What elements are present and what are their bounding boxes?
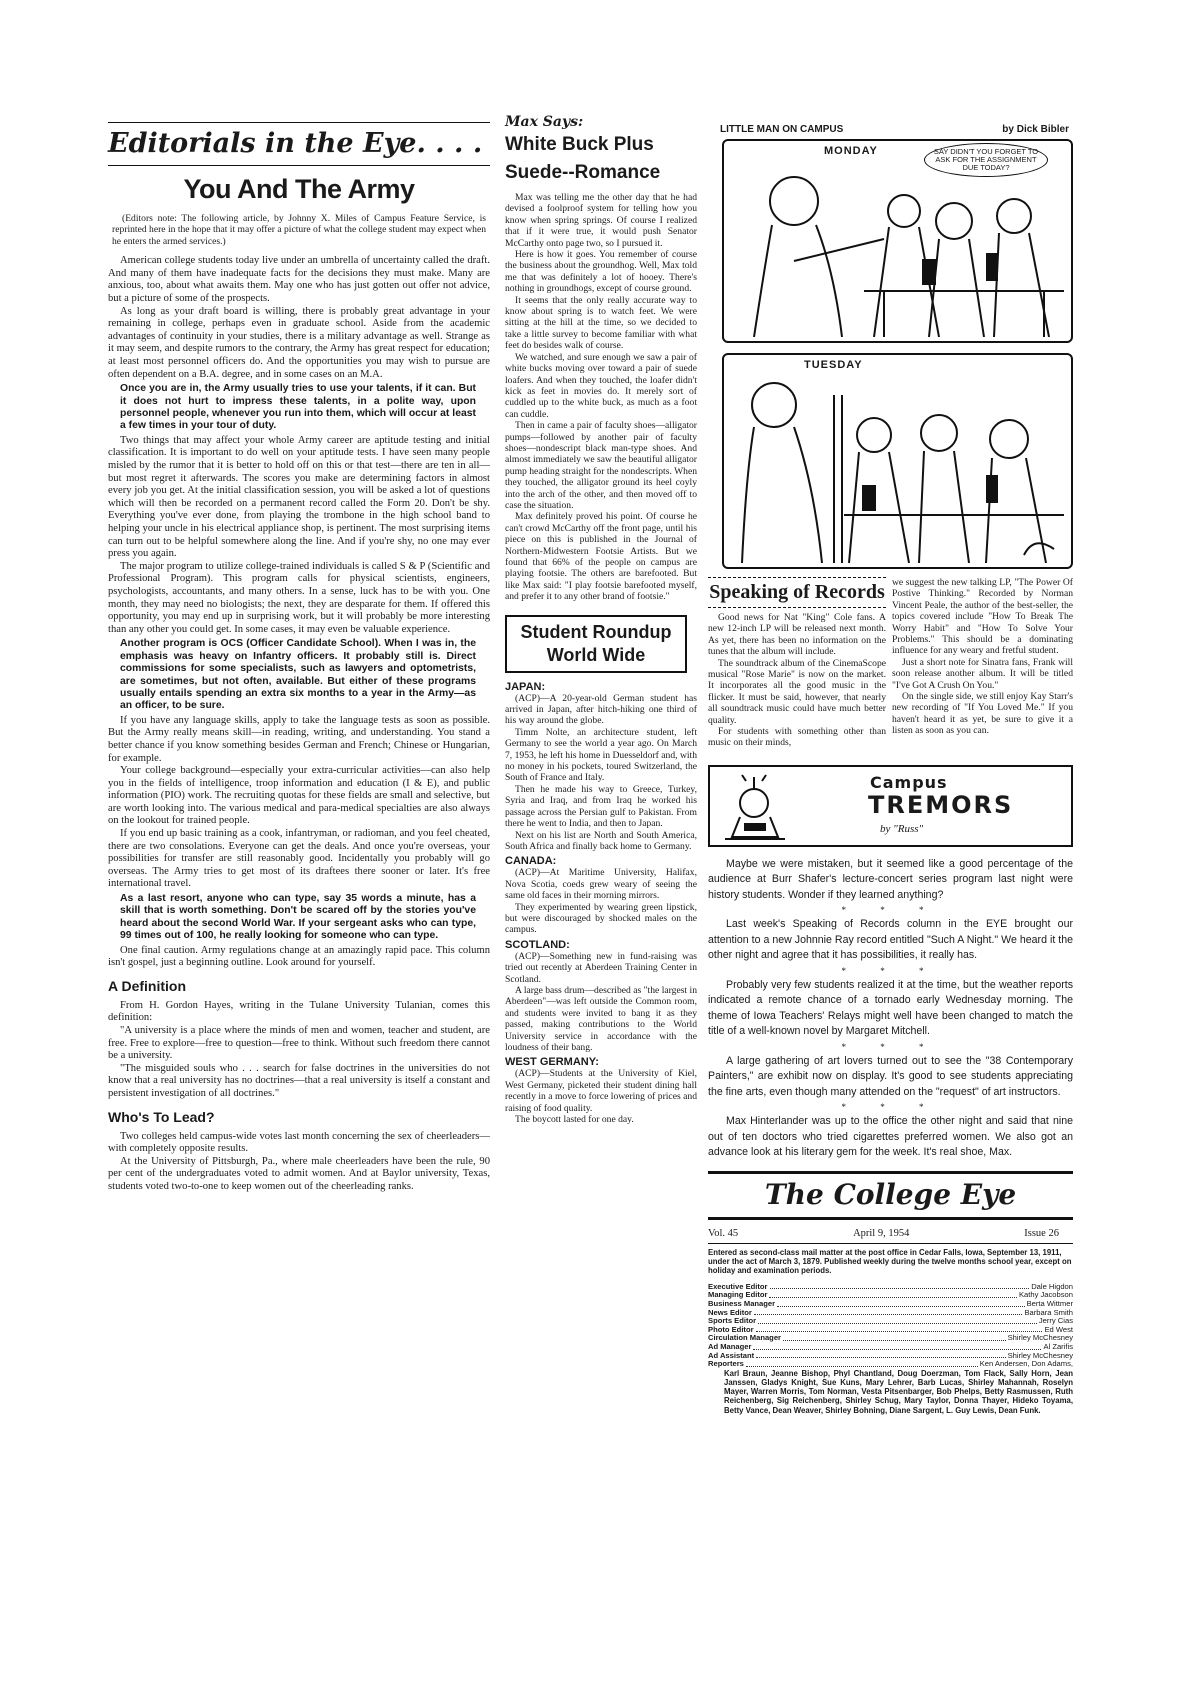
max-says-column — [505, 114, 697, 1126]
tremors-title: TREMORS — [868, 790, 1014, 819]
masthead: The College Eye — [764, 1177, 1017, 1211]
staff-row — [708, 1300, 1073, 1309]
tremors-body — [708, 857, 1073, 1161]
definition-paragraph: From H. Gordon Hayes, writing in the Tulane University Tulanian, comes this definition: — [108, 999, 490, 1024]
staff-row — [708, 1360, 1073, 1369]
headline-army: You And The Army — [183, 174, 415, 204]
dateline-canada: CANADA: — [505, 855, 557, 868]
issue-line — [708, 1228, 1059, 1239]
panel-label: TUESDAY — [804, 359, 863, 371]
tremors-paragraph: Last week's Speaking of Records column in the EYE brought our attention to a new Johnnie Ray record entitled "Such A Night." We heard it the other night and agree that it has possibilities, it really has. — [708, 918, 1073, 962]
dateline-west-germany: WEST GERMANY: — [505, 1056, 599, 1069]
tremors-top: Campus — [870, 772, 948, 792]
tremors-paragraph: Max Hinterlander was up to the office the other night and said that nine out of ten doctors who tried cigarettes preferred women. We also got an advance look at his literary gem for the week. It's real shoe, Max. — [708, 1115, 1073, 1159]
article-paragraph: Your college background—especially your extra-curricular activities—can also help you in the fields of intelligence, troop information and education (I & E), and public information (PIO) work. The recruiting quotas for these fields are small and selective, but are worth looking into. The various medical and para-medical specialties are also always on the lookout for trained people. — [108, 765, 490, 827]
article-bold-paragraph: As a last resort, anyone who can type, say 35 words a minute, has a skill that is worth something. Don't be scared off by the stories you've heard about the second World War. If your sergeant asks who can type, 99 times out of 100, he really looking for someone who can type. — [120, 893, 476, 942]
dateline-scotland: SCOTLAND: — [505, 938, 570, 951]
panel-label: MONDAY — [824, 145, 878, 157]
separator-stars: * * * — [841, 905, 940, 916]
cartoon-title: LITTLE MAN ON CAMPUS — [720, 124, 844, 135]
dispatch-paragraph: They experimented by wearing green lipstick, but were discouraged by shocked males on the campus. — [505, 901, 697, 936]
dispatch-paragraph: Next on his list are North and South America, South Africa and finally back home to Germany. — [505, 829, 697, 852]
max-paragraph: Here is how it goes. You remember of course the business about the groundhog. Well, Max told me that was definitely a lot of hooey. There's nothing in groundhogs, except of course ground. — [505, 249, 697, 295]
issue-date: April 9, 1954 — [853, 1227, 910, 1239]
records-left-col — [708, 577, 886, 749]
tremors-paragraph: Probably very few students realized it at the time, but the weather reports indicated a remote chance of a tornado early Wednesday morning. The theme of Iowa Teachers' Relays might well have been changed to match the title of a well-known novel by Margaret Mitchell. — [708, 978, 1073, 1038]
staff-name: Shirley McChesney — [1007, 1350, 1073, 1360]
article-bold-paragraph: Another program is OCS (Officer Candidate School). When I was in, the emphasis was heavy on Infantry officers. It probably still is. Direct commissions for some specialists, such as lawyers and optometrists, are sometimes, but not often, available. But either of these programs usually entails spending an extra six months to a year in the Army—as an officer, to be sure. — [120, 638, 476, 712]
definition-paragraph: "A university is a place where the minds of men and women, teacher and student, are free. Free to explore—free to question—free to think. Without such freedom there cannot be a university. — [108, 1025, 490, 1062]
article-paragraph: If you end up basic training as a cook, infantryman, or radioman, and you feel cheated, there are two consolations. Everyone can get the deals. And once you're overseas, your possibilities for transfer are still reasonably good. Incidentally you probably will go overseas. The Army tries to get most of its draftees there sooner or later. It's free international travel. — [108, 828, 490, 890]
headline-white-buck: White Buck Plus — [505, 134, 654, 155]
definition-paragraph: "The misguided souls who . . . search for false doctrines in the universities do not know that a real university has no doctrines—that a real university is itself a constant and persistent investigation of all doctrines." — [108, 1062, 490, 1099]
article-paragraph: Two things that may affect your whole Army career are aptitude testing and initial classification. It is important to do well on your aptitude tests. I have seen many people misled by the rumor that it is better to hold off on this or that test—there are ten in all—but most regret it afterwards. The scores you make are determining factors in almost every job you get. At the initial classification session, you will be asked a lot of questions which will then be recorded on a permanent record called the Form 20. Don't be shy. Everything you've ever done, from playing the trombone in the high school band to helping your uncle in his electrical appliance shop, is pertinent. The most surprising items can turn out to be helpful somewhere along the line. And if you're shy, no one may ever press you again. — [108, 434, 490, 560]
dispatch-paragraph: Timm Nolte, an architecture student, left Germany to see the world a year ago. On March 7, 1953, he left his home in Duesseldorf and, with no money in his pockets, toured Switzerland, the South of France and Italy. — [505, 726, 697, 784]
max-paragraph: Then in came a pair of faculty shoes—alligator pumps—followed by another pair of faculty shoes—nondescript black man-type shoes. And almost immediately we saw the beautiful alligator pump heading straight for the nondescripts. When they touched, the alligator ground its heel coyly into the arch of the other, and then moved off to case the situation. — [505, 420, 697, 511]
staff-role: Photo Editor — [708, 1324, 754, 1334]
dispatch-paragraph: (ACP)—Students at the University of Kiel, West Germany, picketed their student dining hall recently in a move to force lowering of prices and raising of food quality. — [505, 1068, 697, 1114]
article-closing: One final caution. Army regulations change at an amazingly rapid pace. This column isn't gospel, just a beginning outline. Look around for yourself. — [108, 944, 490, 969]
speech-bubble: SAY DIDN'T YOU FORGET TO ASK FOR THE ASSIGNMENT DUE TODAY? — [924, 143, 1048, 177]
lead-heading: Who's To Lead? — [108, 1108, 215, 1125]
tremors-paragraph: Maybe we were mistaken, but it seemed like a good percentage of the audience at Burr Shafer's lecture-concert series program last night were history students. Wonder if they learned anything? — [708, 857, 1073, 901]
right-column — [708, 122, 1073, 1415]
staff-role: News Editor — [708, 1307, 752, 1317]
dispatch-paragraph: (ACP)—At Maritime University, Halifax, Nova Scotia, coeds grew weary of seeing the same old faces in their morning mirrors. — [505, 867, 697, 902]
separator-stars: * * * — [841, 965, 940, 976]
article-paragraph: As long as your draft board is willing, there is probably great advantage in your remaining in college, perhaps even in graduate school. Aside from the academic advantages of continuity in your studies, there is a military advantage as well. Strange as it may seem, and despite rumors to the contrary, the Army has great respect for education; at least most personnel officers do. And the opportunities you may wish to pursue are often dependent on a B.A. degree, and in some cases on an M.A. — [108, 305, 490, 380]
dateline-japan: JAPAN: — [505, 680, 546, 693]
staff-name: Ken Andersen, Don Adams, — [979, 1359, 1073, 1369]
staff-role: Managing Editor — [708, 1290, 768, 1300]
dispatch-paragraph: A large bass drum—described as "the largest in Aberdeen"—was left outside the Common room, and students were invited to bang it as they passed, making contributions to the World University service in accordance with the loudness of their bang. — [505, 984, 697, 1053]
article-paragraph: The major program to utilize college-trained individuals is called S & P (Scientific and Professional Program). This program calls for physical scientists, engineers, psychologists, accountants, and many others. In a sense, luck has to be with you. One month, they may need no biologists; the next, they are desparate for them. If offered this opportunity, you may end up in surprising work, but it will probably be more interesting than any other you could get. In some cases, it may even be valuable experience. — [108, 560, 490, 635]
staff-role: Reporters — [708, 1359, 744, 1369]
records-paragraph: we suggest the new talking LP, "The Power Of Postive Thinking." Recorded by Norman Vincent Peale, the author of the best-seller, the topics covered include "How To Break The Worry Habit" and "How To Solve Your Problems." This should be a dominating influence for any weary and fretful student. — [892, 577, 1073, 657]
tremors-icon — [720, 767, 790, 843]
staff-name: Shirley McChesney — [1007, 1333, 1073, 1343]
cartoon-drawing-tuesday — [724, 355, 1069, 563]
roundup-title: Student Roundup World Wide — [520, 621, 672, 665]
issue-number: Issue 26 — [1024, 1227, 1059, 1239]
tremors-banner — [708, 765, 1073, 847]
max-paragraph: Max definitely proved his point. Of course he can't crowd McCarthy off the front page, until his piece on this is published in the Journal of Northern-Midwestern Footsie Artists. But we found that 66% of the people on campus are playing footsie. The others are barefooted. But like Max said: "I play footsie barefooted myself, and prefer it to any other brand of footsie." — [505, 511, 697, 603]
cartoon-header — [720, 124, 1069, 135]
staff-row — [708, 1317, 1073, 1326]
roundup-box — [505, 615, 687, 673]
banner-rule — [108, 165, 490, 166]
section-banner: Editorials in the Eye. . . . — [108, 128, 483, 159]
staff-role: Ad Assistant — [708, 1350, 755, 1360]
staff-role: Ad Manager — [708, 1342, 752, 1352]
records-heading: Speaking of Records — [709, 581, 885, 603]
staff-name: Kathy Jacobson — [1018, 1290, 1073, 1300]
records-paragraph: Just a short note for Sinatra fans, Frank will soon release another album. It will be titled "I've Got A Crush On You." — [892, 656, 1073, 691]
staff-role: Sports Editor — [708, 1316, 757, 1326]
lead-paragraph: At the University of Pittsburgh, Pa., where male cheerleaders have been the rule, 90 per cent of the undergraduates voted to admit women. And at Baylor university, Texas, students voted two-to-one to keep women out of the cheerleading ranks. — [108, 1155, 490, 1192]
headline-suede: Suede--Romance — [505, 162, 661, 183]
staff-role: Business Manager — [708, 1299, 776, 1309]
max-paragraph: It seems that the only really accurate way to know about spring is to watch feet. We were sitting at the hill at the time, so we decided to take a little survey to become familiar with what feet do besides walk of course. — [505, 294, 697, 352]
records-heading-box — [708, 577, 886, 608]
max-paragraph: We watched, and sure enough we saw a pair of white bucks moving over toward a pair of suede loafers. And when they touched, the loafer didn't kick as feet in movies do. It merely sort of cuddled up to the white buck, as much as a foot can cuddle. — [505, 351, 697, 420]
kicker: Max Says: — [505, 114, 584, 130]
separator-stars: * * * — [841, 1102, 940, 1113]
mail-note: Entered as second-class mail matter at the post office in Cedar Falls, Iowa, September 13, 1911, under the act of March 3, 1879. Published weekly during the twelve months school year, except on holiday and examination periods. — [708, 1247, 1072, 1275]
cartoon-drawing-monday — [724, 141, 1069, 337]
article-paragraph: If you have any language skills, apply to take the language tests as soon as possible. But the Army really means skill—in reading, writing, and understanding. You stand a better chance if you know something besides German and French; Chinese or Hungarian, for example. — [108, 714, 490, 764]
staff-row — [708, 1309, 1073, 1318]
records-section — [708, 577, 1073, 749]
records-paragraph: Good news for Nat "King" Cole fans. A new 12-inch LP will be released next month. As yet, there has been no information on the tunes that the album will include. — [708, 612, 886, 658]
article-bold-paragraph: Once you are in, the Army usually tries to use your talents, if it can. But it does not hurt to impress these talents, in a polite way, upon personnel people, whenever you run into them, which will occur at least a few times in your tour of duty. — [120, 383, 476, 432]
definition-heading: A Definition — [108, 977, 187, 994]
volume: Vol. 45 — [708, 1227, 739, 1239]
issue-rule — [708, 1243, 1073, 1244]
editor-note: (Editors note: The following article, by Johnny X. Miles of Campus Feature Service, is reprinted here in the hope that it may offer a picture of what the college student may expect when he enters the armed services.) — [112, 213, 486, 247]
staff-name: Barbara Smith — [1024, 1307, 1073, 1317]
staff-name: Dale Higdon — [1031, 1281, 1073, 1291]
tremors-byline: by "Russ" — [880, 822, 924, 835]
tremors-paragraph: A large gathering of art lovers turned out to see the "38 Contemporary Painters," are exhibit now on display. It's good to see students appreciating the fine arts, even though many attended on the "request" of art instructors. — [708, 1054, 1073, 1098]
masthead-rule-top — [708, 1171, 1073, 1174]
staff-role: Executive Editor — [708, 1281, 768, 1291]
editorial-column — [108, 122, 490, 1194]
cartoon-panel-monday — [722, 139, 1073, 343]
records-right-col — [892, 577, 1073, 749]
separator-stars: * * * — [841, 1041, 940, 1052]
staff-name: Jerry Cias — [1038, 1316, 1073, 1326]
dispatch-paragraph: (ACP)—Something new in fund-raising was tried out recently at Aberdeen Training Center in Scotland. — [505, 950, 697, 985]
records-paragraph: The soundtrack album of the CinemaScope musical "Rose Marie" is now on the market. It incorporates all the good music in the flicker. It must be said, however, that nearly all soundtrack music could have much better quality. — [708, 657, 886, 726]
staff-row — [708, 1334, 1073, 1343]
records-paragraph: For students with something other than music on their minds, — [708, 726, 886, 749]
staff-name: Ed West — [1044, 1324, 1073, 1334]
dispatch-paragraph: The boycott lasted for one day. — [515, 1114, 634, 1126]
dispatch-paragraph: Then he made his way to Greece, Turkey, Syria and Iraq, and from Iraq he worked his passage across the Persian gulf to Pakistan. From there he went to India, and then to Japan. — [505, 783, 697, 830]
dispatch-paragraph: (ACP)—A 20-year-old German student has arrived in Japan, after hitch-hiking one third of his way around the globe. — [505, 692, 697, 727]
masthead-rule-bottom — [708, 1217, 1073, 1220]
staff-name: Al Zarifis — [1043, 1342, 1073, 1352]
records-paragraph: On the single side, we still enjoy Kay Starr's new recording of "If You Loved Me." If you haven't heard it as yet, be sure to give it a listen as soon as you can. — [892, 691, 1073, 737]
lead-paragraph: Two colleges held campus-wide votes last month concerning the sex of cheerleaders—with completely opposite results. — [108, 1130, 490, 1155]
cartoon-panel-tuesday — [722, 353, 1073, 569]
staff-role: Circulation Manager — [708, 1333, 781, 1343]
reporters-list: Karl Braun, Jeanne Bishop, Phyl Chantland, Doug Doerzman, Tom Flack, Sally Horn, Jean Janssen, Gladys Knight, Sue Kuns, Mary Lehrer, Barb Lucas, Shirley Mahannah, Roselyn Mayer, Warren Morris, Tom Norman, Vesta Pitsenbarger, Bob Phelps, Betty Rasmussen, Ruth Reichenberg, Sig Reichenberg, Shirley Schug, Mary Taylor, Donna Thayer, Hideko Toyama, Betty Vance, Dean Weaver, Shirley Bohning, Diane Sargent, L. Guy Lewis, Dean Funk. — [724, 1368, 1073, 1415]
staff-name: Berta Wittmer — [1026, 1299, 1073, 1309]
cartoon-byline: by Dick Bibler — [1002, 124, 1069, 135]
max-paragraph: Max was telling me the other day that he had devised a foolproof system for telling how you know when spring springs. Of course I realized that if it were true, it would push Senator McCarthy onto page two, so I pursued it. — [505, 192, 697, 249]
staff-box — [708, 1283, 1073, 1415]
top-rule — [108, 122, 490, 123]
article-paragraph: American college students today live under an umbrella of uncertainty called the draft. And many of them have inadequate facts for the decisions they must make. Many are anxious, too, about what awaits them. May one who has just gotten out offer not advice, but a picture of some of the prospects. — [108, 255, 490, 304]
